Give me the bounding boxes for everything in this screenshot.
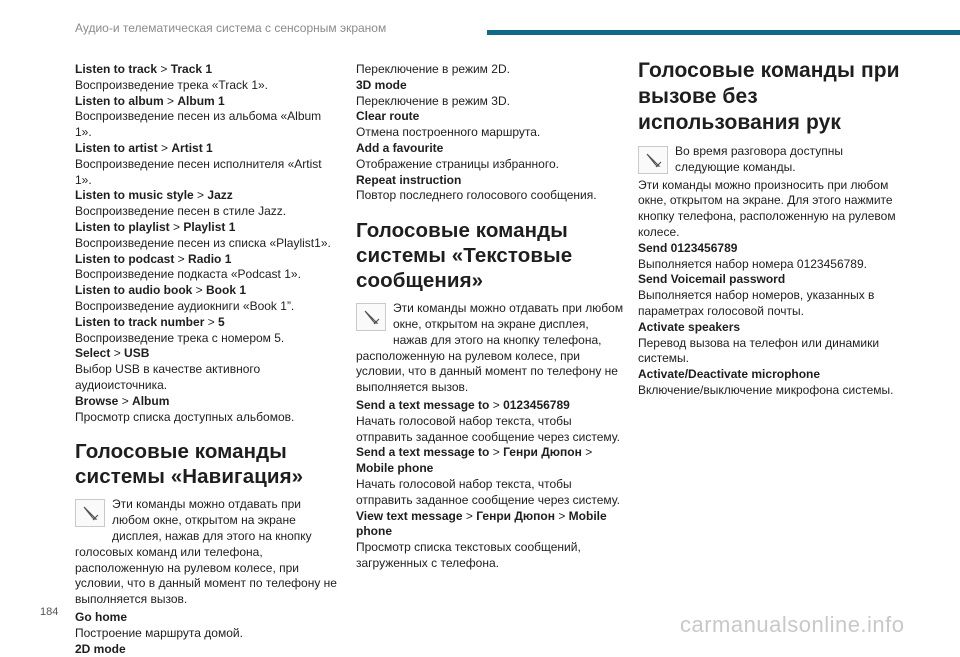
command-argument: Album 1 <box>177 94 224 108</box>
command-argument: 5 <box>218 315 225 329</box>
command-line <box>638 367 900 383</box>
command-line <box>75 346 337 362</box>
command-argument: Mobile phone <box>356 461 433 475</box>
text-message-commands-heading: Голосовые команды системы «Текстовые сообщения» <box>356 218 624 293</box>
command-line <box>75 642 337 657</box>
command-line <box>75 394 337 410</box>
separator: > <box>582 445 592 459</box>
command-argument: Playlist 1 <box>183 220 235 234</box>
command-text: Listen to music style <box>75 188 194 202</box>
separator: > <box>164 94 178 108</box>
command-text: Send a text message to <box>356 398 489 412</box>
command-description: Включение/выключение микрофона системы. <box>638 383 900 399</box>
command-argument: Album <box>132 394 169 408</box>
note-block <box>356 301 624 396</box>
command-line <box>75 94 337 110</box>
navigation-commands-heading: Голосовые команды системы «Навигация» <box>75 439 337 489</box>
header-accent-bar <box>487 30 960 35</box>
note-block <box>638 144 900 176</box>
command-line <box>356 445 624 477</box>
command-text: Add a favourite <box>356 141 443 155</box>
separator: > <box>170 220 184 234</box>
command-line <box>75 62 337 78</box>
command-description: Переключение в режим 3D. <box>356 94 624 110</box>
command-description: Просмотр списка текстовых сообщений, загруженных с телефона. <box>356 540 624 572</box>
command-argument: Генри Дюпон <box>476 509 555 523</box>
command-description: Воспроизведение аудиокниги «Book 1”. <box>75 299 337 315</box>
command-line <box>75 610 337 626</box>
command-line <box>356 509 624 541</box>
command-text: Repeat instruction <box>356 173 461 187</box>
command-line <box>75 315 337 331</box>
command-text: Listen to track <box>75 62 157 76</box>
column-2 <box>356 62 624 572</box>
note-block <box>75 497 337 608</box>
watermark: carmanualsonline.info <box>680 612 905 638</box>
command-text: Listen to track number <box>75 315 204 329</box>
separator: > <box>555 509 569 523</box>
command-line <box>638 241 900 257</box>
command-argument: USB <box>124 346 149 360</box>
note-text: Во время разговора доступны следующие команды. <box>675 144 843 174</box>
command-description: Выполняется набор номера 0123456789. <box>638 257 900 273</box>
separator: > <box>110 346 124 360</box>
command-line <box>75 141 337 157</box>
command-text: 2D mode <box>75 642 126 656</box>
separator: > <box>118 394 132 408</box>
command-description: Отмена построенного маршрута. <box>356 125 624 141</box>
command-argument: Radio 1 <box>188 252 231 266</box>
note-text: Эти команды можно отдавать при любом окне, открытом на экране дисплея, нажав для этого на кнопку телефона, расположенную на рулевом колесе, при условии, что в данный момент по телефону не выполняется вызов. <box>356 301 623 394</box>
command-text: Listen to playlist <box>75 220 170 234</box>
column-3 <box>638 58 900 399</box>
command-description: Перевод вызова на телефон или динамики системы. <box>638 336 900 368</box>
separator: > <box>489 445 503 459</box>
command-description: Просмотр списка доступных альбомов. <box>75 410 337 426</box>
command-argument: Artist 1 <box>171 141 212 155</box>
intro-text: Эти команды можно произносить при любом окне, открытом на экране. Для этого нажмите кнопку телефона, расположенную на рулевом колесе. <box>638 178 900 241</box>
pencil-note-icon <box>356 303 386 331</box>
command-description: Начать голосовой набор текста, чтобы отправить заданное сообщение через систему. <box>356 477 624 509</box>
separator: > <box>174 252 188 266</box>
command-line <box>638 320 900 336</box>
command-text: Activate speakers <box>638 320 740 334</box>
command-line <box>356 398 624 414</box>
separator: > <box>157 62 171 76</box>
command-line <box>75 252 337 268</box>
column-1 <box>75 62 337 657</box>
command-text: Activate/Deactivate microphone <box>638 367 820 381</box>
page-number: 184 <box>40 606 58 618</box>
command-line <box>356 109 624 125</box>
command-text: Listen to artist <box>75 141 158 155</box>
command-text: Send 0123456789 <box>638 241 737 255</box>
command-description: Повтор последнего голосового сообщения. <box>356 188 624 204</box>
command-description: Переключение в режим 2D. <box>356 62 624 78</box>
separator: > <box>489 398 503 412</box>
command-text: Clear route <box>356 109 419 123</box>
command-text: Listen to album <box>75 94 164 108</box>
separator: > <box>158 141 172 155</box>
command-argument: Track 1 <box>171 62 212 76</box>
pencil-note-icon <box>638 146 668 174</box>
command-text: Select <box>75 346 110 360</box>
command-description: Построение маршрута домой. <box>75 626 337 642</box>
command-line <box>356 173 624 189</box>
command-text: Go home <box>75 610 127 624</box>
section-title: Аудио-и телематическая система с сенсорным экраном <box>75 21 386 35</box>
command-description: Выбор USB в качестве активного аудиоисточника. <box>75 362 337 394</box>
command-text: Send Voicemail password <box>638 272 785 286</box>
separator: > <box>204 315 218 329</box>
command-description: Отображение страницы избранного. <box>356 157 624 173</box>
separator: > <box>192 283 206 297</box>
command-description: Воспроизведение песен в стиле Jazz. <box>75 204 337 220</box>
command-text: Send a text message to <box>356 445 489 459</box>
command-line <box>75 283 337 299</box>
note-text: Эти команды можно отдавать при любом окне, открытом на экране дисплея, нажав для этого на кнопку голосовых команд или телефона, расположенную на рулевом колесе, при условии, что в данный момент по телефону не выполняется вызов. <box>75 497 337 606</box>
command-description: Воспроизведение трека с номером 5. <box>75 331 337 347</box>
command-description: Воспроизведение песен из альбома «Album 1». <box>75 109 337 141</box>
command-line <box>75 188 337 204</box>
separator: > <box>194 188 208 202</box>
command-description: Воспроизведение подкаста «Podcast 1». <box>75 267 337 283</box>
command-text: Listen to podcast <box>75 252 174 266</box>
command-argument: Mobile phone <box>356 509 607 539</box>
command-text: View text message <box>356 509 463 523</box>
command-description: Воспроизведение песен исполнителя «Artist 1». <box>75 157 337 189</box>
command-text: 3D mode <box>356 78 407 92</box>
command-argument: Jazz <box>207 188 232 202</box>
command-line <box>356 78 624 94</box>
command-description: Выполняется набор номеров, указанных в параметрах голосовой почты. <box>638 288 900 320</box>
command-text: Browse <box>75 394 118 408</box>
command-text: Listen to audio book <box>75 283 192 297</box>
command-description: Начать голосовой набор текста, чтобы отправить заданное сообщение через систему. <box>356 414 624 446</box>
command-line <box>638 272 900 288</box>
command-argument: Book 1 <box>206 283 246 297</box>
command-argument: 0123456789 <box>503 398 570 412</box>
command-description: Воспроизведение песен из списка «Playlist1». <box>75 236 337 252</box>
handsfree-commands-heading: Голосовые команды при вызове без использования рук <box>638 58 900 136</box>
command-argument: Генри Дюпон <box>503 445 582 459</box>
pencil-note-icon <box>75 499 105 527</box>
command-line <box>75 220 337 236</box>
command-line <box>356 141 624 157</box>
command-description: Воспроизведение трека «Track 1». <box>75 78 337 94</box>
separator: > <box>463 509 477 523</box>
